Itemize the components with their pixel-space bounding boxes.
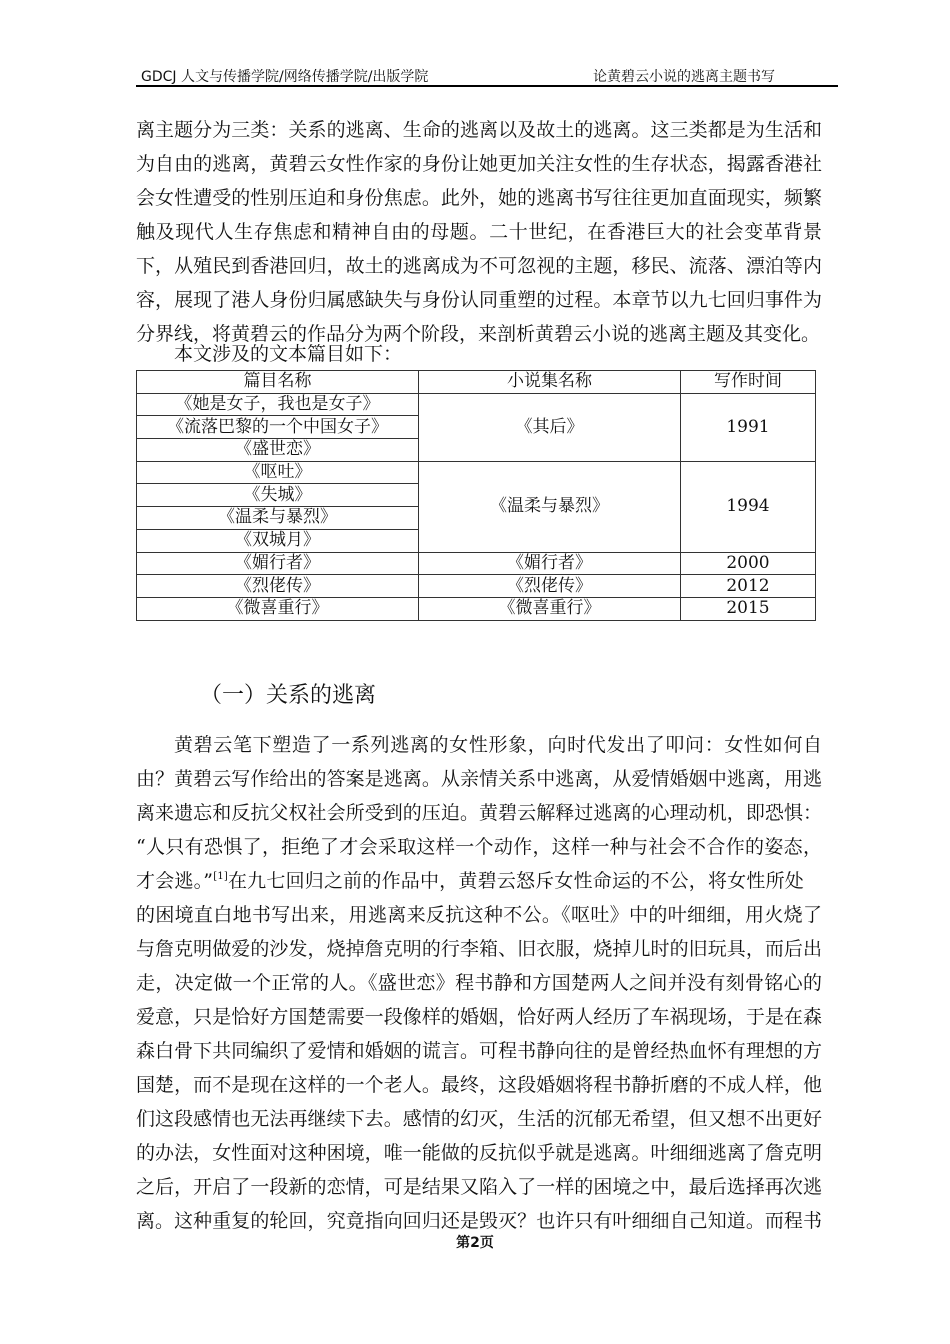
page-number: 第2页 (456, 1235, 494, 1251)
table-row (137, 552, 816, 575)
paragraph-line: 们这段感情也无法再继续下去。感情的幻灭，生活的沉郁无希望，但又想不出更好 (136, 1108, 822, 1130)
cell-collection: 《温柔与暴烈》 (419, 461, 681, 552)
cell-collection: 《其后》 (419, 393, 681, 461)
cell-title: 《双城月》 (137, 529, 419, 552)
paragraph-line: 国楚，而不是现在这样的一个老人。最终，这段婚姻将程书静折磨的不成人样，他 (136, 1074, 822, 1096)
header-title: 论黄碧云小说的逃离主题书写 (593, 69, 775, 85)
cell-year: 1994 (681, 461, 816, 552)
paragraph-line: 森白骨下共同编织了爱情和婚姻的谎言。可程书静向往的是曾经热血怀有理想的方 (136, 1040, 822, 1062)
table-row (137, 461, 816, 484)
cell-title: 《媚行者》 (137, 552, 419, 575)
col-header-title: 篇目名称 (137, 371, 419, 394)
cell-year: 1991 (681, 393, 816, 461)
section-heading: （一）关系的逃离 (200, 683, 377, 708)
paragraph-line: 触及现代人生存焦虑和精神自由的母题。二十世纪，在香港巨大的社会变革背景 (136, 221, 822, 243)
cell-title: 《微喜重行》 (137, 597, 419, 620)
table-row (137, 575, 816, 598)
cell-collection: 《烈佬传》 (419, 575, 681, 598)
header-rule (136, 85, 838, 87)
cell-title: 《烈佬传》 (137, 575, 419, 598)
header-institution: GDCJ 人文与传播学院/网络传播学院/出版学院 (141, 69, 429, 85)
paragraph-line: 的办法，女性面对这种困境，唯一能做的反抗似乎就是逃离。叶细细逃离了詹克明 (136, 1142, 822, 1164)
col-header-year: 写作时间 (681, 371, 816, 394)
paragraph-line: 的困境直白地书写出来，用逃离来反抗这种不公。《呕吐》中的叶细细，用火烧了 (136, 904, 822, 926)
paragraph-line: 离主题分为三类：关系的逃离、生命的逃离以及故土的逃离。这三类都是为生活和 (136, 119, 822, 141)
paragraph-line (136, 869, 822, 893)
table-row (137, 597, 816, 620)
paragraph-line: 离。这种重复的轮回，究竟指向回归还是毁灭？也许只有叶细细自己知道。而程书 (136, 1210, 822, 1232)
cell-title: 《呕吐》 (137, 461, 419, 484)
paragraph-line: 下，从殖民到香港回归，故土的逃离成为不可忽视的主题，移民、流落、漂泊等内 (136, 255, 822, 277)
paragraph-line: 与詹克明做爱的沙发，烧掉詹克明的行李箱、旧衣服，烧掉儿时的旧玩具，而后出 (136, 938, 822, 960)
citation-ref[interactable]: [1] (213, 871, 228, 882)
works-table (136, 370, 816, 621)
col-header-collection: 小说集名称 (419, 371, 681, 394)
cell-title: 《温柔与暴烈》 (137, 507, 419, 530)
paragraph-line: 之后，开启了一段新的恋情，可是结果又陷入了一样的困境之中，最后选择再次逃 (136, 1176, 822, 1198)
paragraph-line: 会女性遭受的性别压迫和身份焦虑。此外，她的逃离书写往往更加直面现实，频繁 (136, 187, 822, 209)
cell-year: 2015 (681, 597, 816, 620)
cell-title: 《流落巴黎的一个中国女子》 (137, 416, 419, 439)
cell-collection: 《微喜重行》 (419, 597, 681, 620)
paragraph-line: 爱意，只是恰好方国楚需要一段像样的婚姻，恰好两人经历了车祸现场，于是在森 (136, 1006, 822, 1028)
quote-end: 才会逃。” (136, 870, 214, 892)
paragraph-line: 为自由的逃离，黄碧云女性作家的身份让她更加关注女性的生存状态，揭露香港社 (136, 153, 822, 175)
paragraph-line: 走，决定做一个正常的人。《盛世恋》程书静和方国楚两人之间并没有刻骨铭心的 (136, 972, 822, 994)
cell-year: 2000 (681, 552, 816, 575)
cell-year: 2012 (681, 575, 816, 598)
cell-title: 《盛世恋》 (137, 439, 419, 462)
paragraph-line: 黄碧云笔下塑造了一系列逃离的女性形象，向时代发出了叩问：女性如何自 (174, 734, 822, 756)
table-intro: 本文涉及的文本篇目如下： (174, 343, 403, 365)
cell-collection: 《媚行者》 (419, 552, 681, 575)
paragraph-line: 由？黄碧云写作给出的答案是逃离。从亲情关系中逃离，从爱情婚姻中逃离，用逃 (136, 768, 822, 790)
cell-title: 《她是女子，我也是女子》 (137, 393, 419, 416)
paragraph-line: 分界线，将黄碧云的作品分为两个阶段，来剖析黄碧云小说的逃离主题及其变化。 (136, 323, 821, 345)
table-row (137, 393, 816, 416)
paragraph-line: 容，展现了港人身份归属感缺失与身份认同重塑的过程。本章节以九七回归事件为 (136, 289, 822, 311)
paragraph-line: “人只有恐惧了，拒绝了才会采取这样一个动作，这样一种与社会不合作的姿态， (136, 836, 822, 858)
paragraph-line: 离来遗忘和反抗父权社会所受到的压迫。黄碧云解释过逃离的心理动机，即恐惧： (136, 802, 822, 824)
line-text: 在九七回归之前的作品中，黄碧云怒斥女性命运的不公，将女性所处 (227, 870, 804, 892)
cell-title: 《失城》 (137, 484, 419, 507)
